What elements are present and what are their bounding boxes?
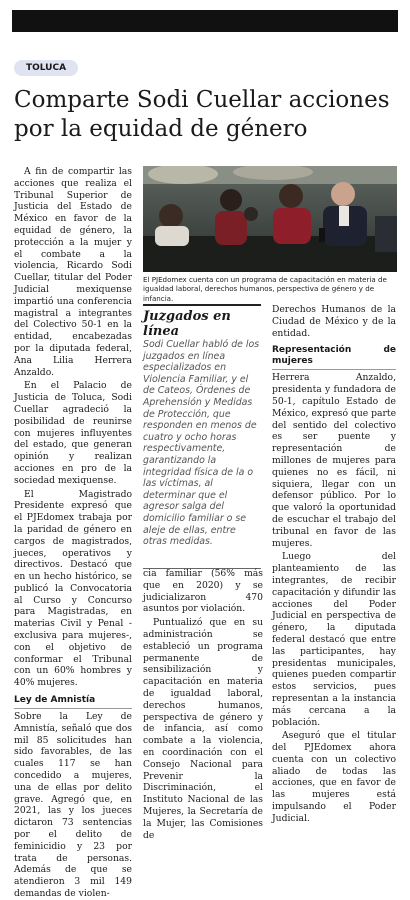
paragraph: Puntualizó que en su administración se estableció un programa permanente de sensibilización y capacitación en materia de igualdad laboral, derechos humanos, perspectiva de género y de infancia, así como combate a la violencia, en coordinación con el Consejo Nacional para Prevenir la Discriminación, el Instituto Nacional de las Mujeres, la Secretaría de la Mujer, las Comisiones de	[143, 617, 263, 841]
column-3	[272, 304, 396, 825]
paragraph: Derechos Humanos de la Ciudad de México y de la entidad.	[272, 304, 396, 339]
paragraph: cia familiar (56% más que en 2020) y se judicializaron 470 asuntos por violación.	[143, 568, 263, 615]
column-2	[143, 568, 263, 841]
article-photo	[143, 166, 397, 272]
subheading-representacion: Representación de mujeres	[272, 345, 396, 370]
pull-quote-box	[143, 304, 261, 569]
paragraph: Sobre la Ley de Amnistía, señaló que dos mil 85 solicitudes han sido favorables, de las cuales 117 se han concedido a mujeres, una de ellas por delito grave. Agregó que, en 2021, las y los jueces dictaron 73 sentencias por el delito de feminicidio y 23 por trata de personas. Además de que se atendieron 3 mil 149 demandas de violen-	[14, 711, 132, 900]
paragraph: A fin de compartir las acciones que realiza el Tribunal Superior de Justicia del Estado de México en favor de la equidad de género, la protección a la mujer y el combate a la violencia, Ricardo Sodi Cuellar, titular del Poder Judicial mexiquense impartió una conferencia magistral a integrantes del Colectivo 50-1 en la entidad, encabezadas por la diputada federal, Ana Lilia Herrera Anzaldo.	[14, 166, 132, 378]
paragraph: Luego del planteamiento de las integrantes, de recibir capacitación y difundir las acciones del Poder Judicial en perspectiva de género, la diputada federal destacó que entre las participantes, hay presidentas municipales, quienes pueden compartir estos servicios, pues representan a la instancia más cercana a la población.	[272, 551, 396, 728]
photo-caption: El PJEdomex cuenta con un programa de capacitación en materia de igualdad laboral, derechos humanos, perspectiva de género y de infancia.	[143, 275, 387, 303]
paragraph: El Magistrado Presidente expresó que el PJEdomex trabaja por la paridad de género en cargos de magistrados, jueces, operativos y directivos. Destacó que en un hecho histórico, se publicó la Convocatoria al Curso y Concurso para Magistradas, en materias Civil y Penal -exclusiva para mujeres-, con el objetivo de conformar el Tribunal con un 60% hombres y 40% mujeres.	[14, 488, 132, 689]
headline: Comparte Sodi Cuellar acciones por la equidad de género	[14, 87, 390, 142]
column-1	[14, 166, 132, 900]
paragraph: En el Palacio de Justicia de Toluca, Sodi Cuellar agradeció la posibilidad de reunirse con mujeres influyentes del estado, que generan opinión y realizan acciones en pro de la sociedad mexiquense.	[14, 380, 132, 486]
photo-illustration	[143, 166, 397, 272]
header-bar	[12, 10, 398, 32]
pull-quote-heading: Juzgados en línea	[143, 309, 231, 339]
section-tag: TOLUCA	[14, 60, 78, 76]
paragraph: Aseguró que el titular del PJEdomex ahora cuenta con un colectivo aliado de todas las acciones, que en favor de las mujeres está impulsando el Poder Judicial.	[272, 730, 396, 824]
subheading-ley-de-amnistia: Ley de Amnistía	[14, 695, 132, 709]
pull-quote-text: Sodi Cuellar habló de los juzgados en línea especializados en Violencia Familiar, y el de Cateos, Órdenes de Aprehensión y Medidas de Protección, que responden en menos de cuatro y ocho horas respectivamente, garantizando la integridad física de la o las víctimas, al determinar que el agresor salga del domicilio familiar o se aleje de ellas, entre otras medidas.	[143, 339, 260, 548]
paragraph: Herrera Anzaldo, presidenta y fundadora de 50-1, capítulo Estado de México, expresó que parte del sentido del colectivo es ser puente y representación de millones de mujeres para quienes no es fácil, ni siquiera, llegar con un defensor público. Por lo que valoró la oportunidad de escuchar el trabajo del tribunal en favor de las mujeres.	[272, 372, 397, 549]
